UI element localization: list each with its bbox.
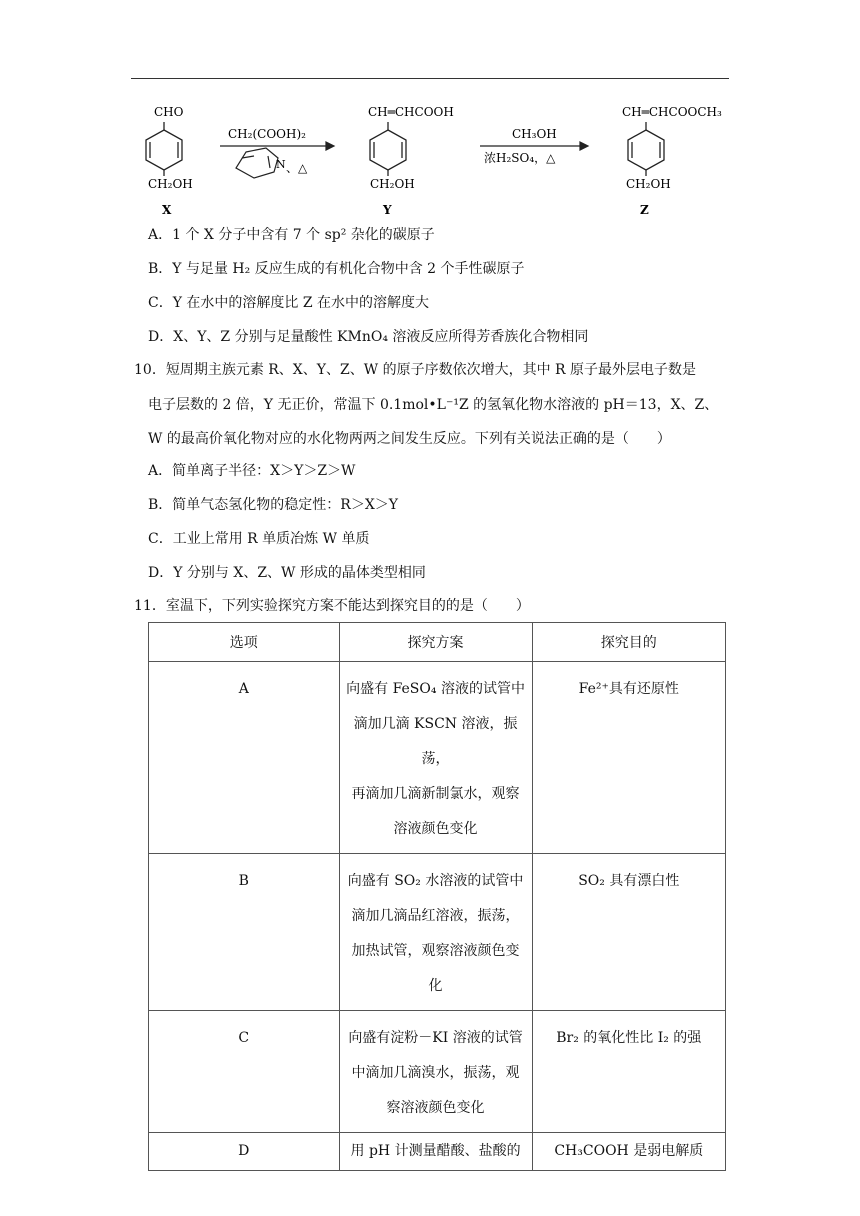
z-label: Z xyxy=(640,203,649,217)
plan-line: 加热试管，观察溶液颜色变 xyxy=(351,943,520,959)
row-plan xyxy=(339,1011,532,1133)
q10-stem-line1: 10．短周期主族元素 R、X、Y、Z、W 的原子序数依次增大，其中 R 原子最外层电子数是 xyxy=(134,362,697,378)
molecule-x xyxy=(146,122,182,176)
reagent-2-top: CH₃OH xyxy=(512,127,557,141)
plan-line: 察溶液颜色变化 xyxy=(386,1100,485,1116)
row-option: D xyxy=(149,1133,340,1171)
plan-line: 化 xyxy=(428,978,443,994)
y-bottom-group: CH₂OH xyxy=(370,177,415,191)
q10-option-b: B．简单气态氢化物的稳定性：R＞X＞Y xyxy=(148,497,399,513)
arrow-1 xyxy=(220,142,334,150)
table-row xyxy=(149,854,726,1011)
row-goal: CH₃COOH 是弱电解质 xyxy=(532,1133,725,1171)
row-goal: Br₂ 的氧化性比 I₂ 的强 xyxy=(532,1011,725,1133)
reagent-1-bottom: 、△ xyxy=(286,161,308,175)
plan-line: 滴加几滴 KSCN 溶液，振荡， xyxy=(353,716,518,767)
row-option: C xyxy=(149,1011,340,1133)
q10-option-c: C．工业上常用 R 单质冶炼 W 单质 xyxy=(148,531,370,547)
q9-option-b: B．Y 与足量 H₂ 反应生成的有机化合物中含 2 个手性碳原子 xyxy=(148,261,525,277)
plan-line: 用 pH 计测量醋酸、盐酸的 xyxy=(350,1143,521,1159)
z-bottom-group: CH₂OH xyxy=(626,177,671,191)
table-row xyxy=(149,662,726,854)
q11-stem: 11．室温下，下列实验探究方案不能达到探究目的的是（ ） xyxy=(134,598,530,614)
experiment-table xyxy=(148,622,726,1171)
x-bottom-group: CH₂OH xyxy=(148,177,193,191)
q9-option-a: A．1 个 X 分子中含有 7 个 sp² 杂化的碳原子 xyxy=(148,227,435,243)
molecule-z xyxy=(628,122,664,176)
row-option: A xyxy=(149,662,340,854)
plan-line: 滴加几滴品红溶液，振荡， xyxy=(351,908,520,924)
table-header-row xyxy=(149,623,726,662)
plan-line: 向盛有淀粉－KI 溶液的试管 xyxy=(348,1030,523,1046)
row-plan xyxy=(339,1133,532,1171)
table-row xyxy=(149,1133,726,1171)
x-top-group: CHO xyxy=(154,105,184,119)
pyridine-n: N xyxy=(276,158,286,171)
table-row xyxy=(149,1011,726,1133)
reagent-1-top: CH₂(COOH)₂ xyxy=(228,127,306,141)
y-label: Y xyxy=(383,203,392,217)
row-option: B xyxy=(149,854,340,1011)
plan-line: 向盛有 SO₂ 水溶液的试管中 xyxy=(347,873,524,889)
q9-option-d: D．X、Y、Z 分别与足量酸性 KMnO₄ 溶液反应所得芳香族化合物相同 xyxy=(148,329,589,345)
plan-line: 溶液颜色变化 xyxy=(393,821,478,837)
plan-line: 向盛有 FeSO₄ 溶液的试管中 xyxy=(346,681,525,697)
plan-line: 再滴加几滴新制氯水，观察 xyxy=(351,786,520,802)
q9-option-c: C．Y 在水中的溶解度比 Z 在水中的溶解度大 xyxy=(148,295,430,311)
x-label: X xyxy=(162,203,172,217)
molecule-y xyxy=(370,122,406,176)
q10-option-d: D．Y 分别与 X、Z、W 形成的晶体类型相同 xyxy=(148,565,426,581)
reagent-2-bottom: 浓H₂SO₄，△ xyxy=(484,151,556,165)
reaction-scheme xyxy=(118,96,758,218)
z-top-group: CH═CHCOOCH₃ xyxy=(622,105,722,119)
q10-option-a: A．简单离子半径：X＞Y＞Z＞W xyxy=(148,463,356,479)
header-rule xyxy=(131,78,729,79)
plan-line: 中滴加几滴溴水，振荡，观 xyxy=(351,1065,520,1081)
row-plan xyxy=(339,662,532,854)
header-goal: 探究目的 xyxy=(532,623,725,662)
pyridine-ring xyxy=(236,148,278,178)
q10-stem-line2: 电子层数的 2 倍，Y 无正价，常温下 0.1mol•L⁻¹Z 的氢氧化物水溶液的 pH＝13，X、Z、 xyxy=(148,397,719,413)
header-option: 选项 xyxy=(149,623,340,662)
row-goal: Fe²⁺具有还原性 xyxy=(532,662,725,854)
arrow-2 xyxy=(480,142,588,150)
header-plan: 探究方案 xyxy=(339,623,532,662)
y-top-group: CH═CHCOOH xyxy=(368,105,454,119)
q10-stem-line3: W 的最高价氧化物对应的水化物两两之间发生反应。下列有关说法正确的是（ ） xyxy=(148,431,671,447)
row-plan xyxy=(339,854,532,1011)
row-goal: SO₂ 具有漂白性 xyxy=(532,854,725,1011)
